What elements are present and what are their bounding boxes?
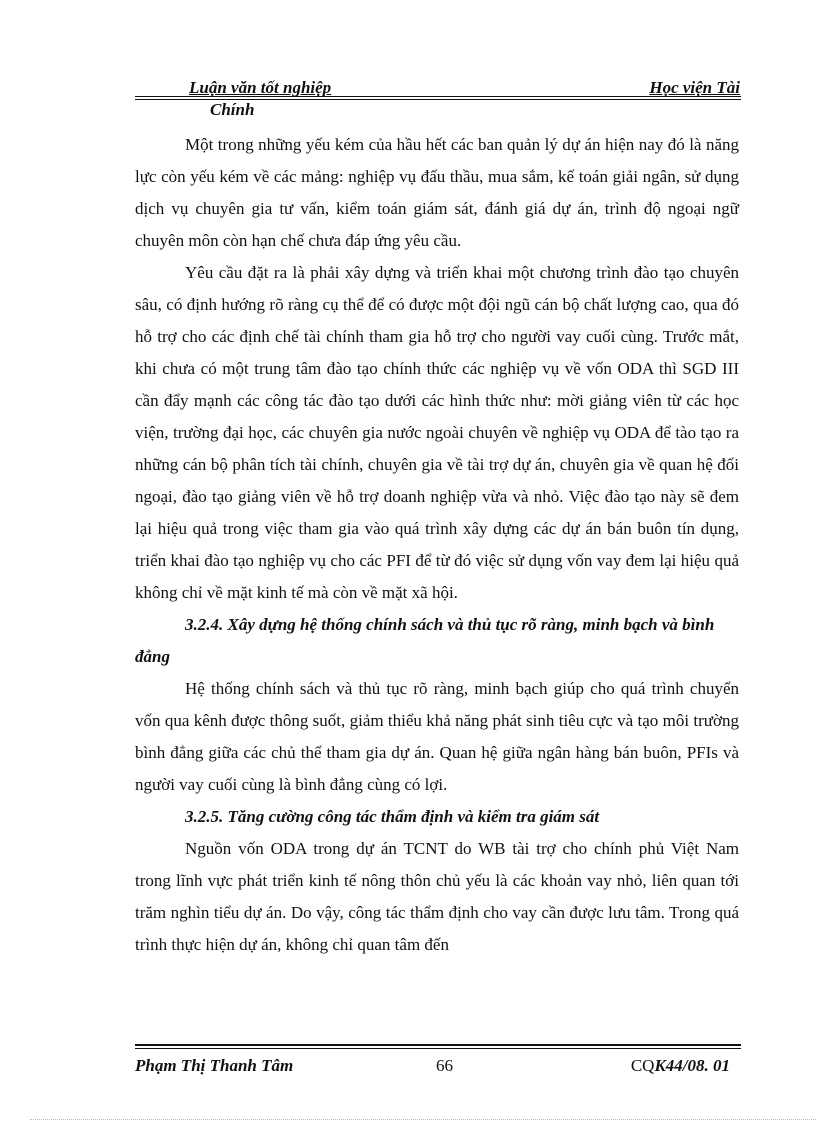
page-edge-dotted-line [30, 1119, 816, 1120]
paragraph: Hệ thống chính sách và thủ tục rõ ràng, minh bạch giúp cho quá trình chuyển vốn qua kênh được thông suốt, giảm thiểu khả năng phát sinh tiêu cực và tạo môi trường bình đẳng giữa các chủ thể tham gia dự án. Quan hệ giữa ngân hàng bán buôn, PFIs và người vay cuối cùng là bình đẳng cùng có lợi. [135, 679, 739, 794]
section-heading: 3.2.4. Xây dựng hệ thống chính sách và thủ tục rõ ràng, minh bạch và bình đẳng [135, 615, 715, 666]
header-left-title: Luận văn tốt nghiệp [189, 78, 332, 97]
header-right-title: Học viện Tài [649, 78, 740, 97]
footer-rule-2 [135, 1048, 741, 1049]
page-number: 66 [436, 1056, 453, 1075]
footer-rule-1 [135, 1044, 741, 1046]
header-right-title-continued: Chính [210, 100, 255, 119]
header-rule-1 [135, 96, 741, 97]
footer-code-suffix: K44/08. 01 [654, 1056, 730, 1075]
paragraph: Nguồn vốn ODA trong dự án TCNT do WB tài trợ cho chính phủ Việt Nam trong lĩnh vực phát triển kinh tế nông thôn chủ yếu là các khoản vay nhỏ, liên quan tới trăm nghìn tiểu dự án. Do vậy, công tác thẩm định cho vay cần được lưu tâm. Trong quá trình thực hiện dự án, không chỉ quan tâm đến [135, 839, 739, 954]
section-heading: 3.2.5. Tăng cường công tác thẩm định và kiểm tra giám sát [185, 807, 600, 826]
paragraph: Một trong những yếu kém của hầu hết các ban quản lý dự án hiện nay đó là năng lực còn yếu kém về các mảng: nghiệp vụ đấu thầu, mua sắm, kế toán giải ngân, sử dụng dịch vụ chuyên gia tư vấn, kiểm toán giám sát, đánh giá dự án, trình độ ngoại ngữ chuyên môn còn hạn chế chưa đáp ứng yêu cầu. [135, 135, 739, 250]
footer-class-code [631, 1056, 730, 1076]
paragraph: Yêu cầu đặt ra là phải xây dựng và triển khai một chương trình đào tạo chuyên sâu, có định hướng rõ ràng cụ thể để có được một đội ngũ cán bộ chất lượng cao, qua đó hỗ trợ cho các định chế tài chính tham gia hỗ trợ cho người vay cuối cùng. Trước mắt, khi chưa có một trung tâm đào tạo chính thức các nghiệp vụ về vốn ODA thì SGD III cần đẩy mạnh các công tác đào tạo dưới các hình thức như: mời giảng viên từ các học viện, trường đại học, các chuyên gia nước ngoài chuyên về nghiệp vụ ODA để tào tạo ra những cán bộ phân tích tài chính, chuyên gia về tài trợ dự án, chuyên gia về quan hệ đối ngoại, đào tạo giảng viên về hỗ trợ doanh nghiệp vừa và nhỏ. Việc đào tạo này sẽ đem lại hiệu quả trong việc tham gia vào quá trình xây dựng các dự án bán buôn tín dụng, triển khai đào tạo nghiệp vụ cho các PFI để từ đó việc sử dụng vốn vay đem lại hiệu quả không chỉ về mặt kinh tế mà còn về mặt xã hội. [135, 263, 739, 602]
footer-author: Phạm Thị Thanh Tâm [135, 1056, 294, 1075]
document-body [135, 129, 739, 961]
footer-code-prefix: CQ [630, 1056, 655, 1075]
